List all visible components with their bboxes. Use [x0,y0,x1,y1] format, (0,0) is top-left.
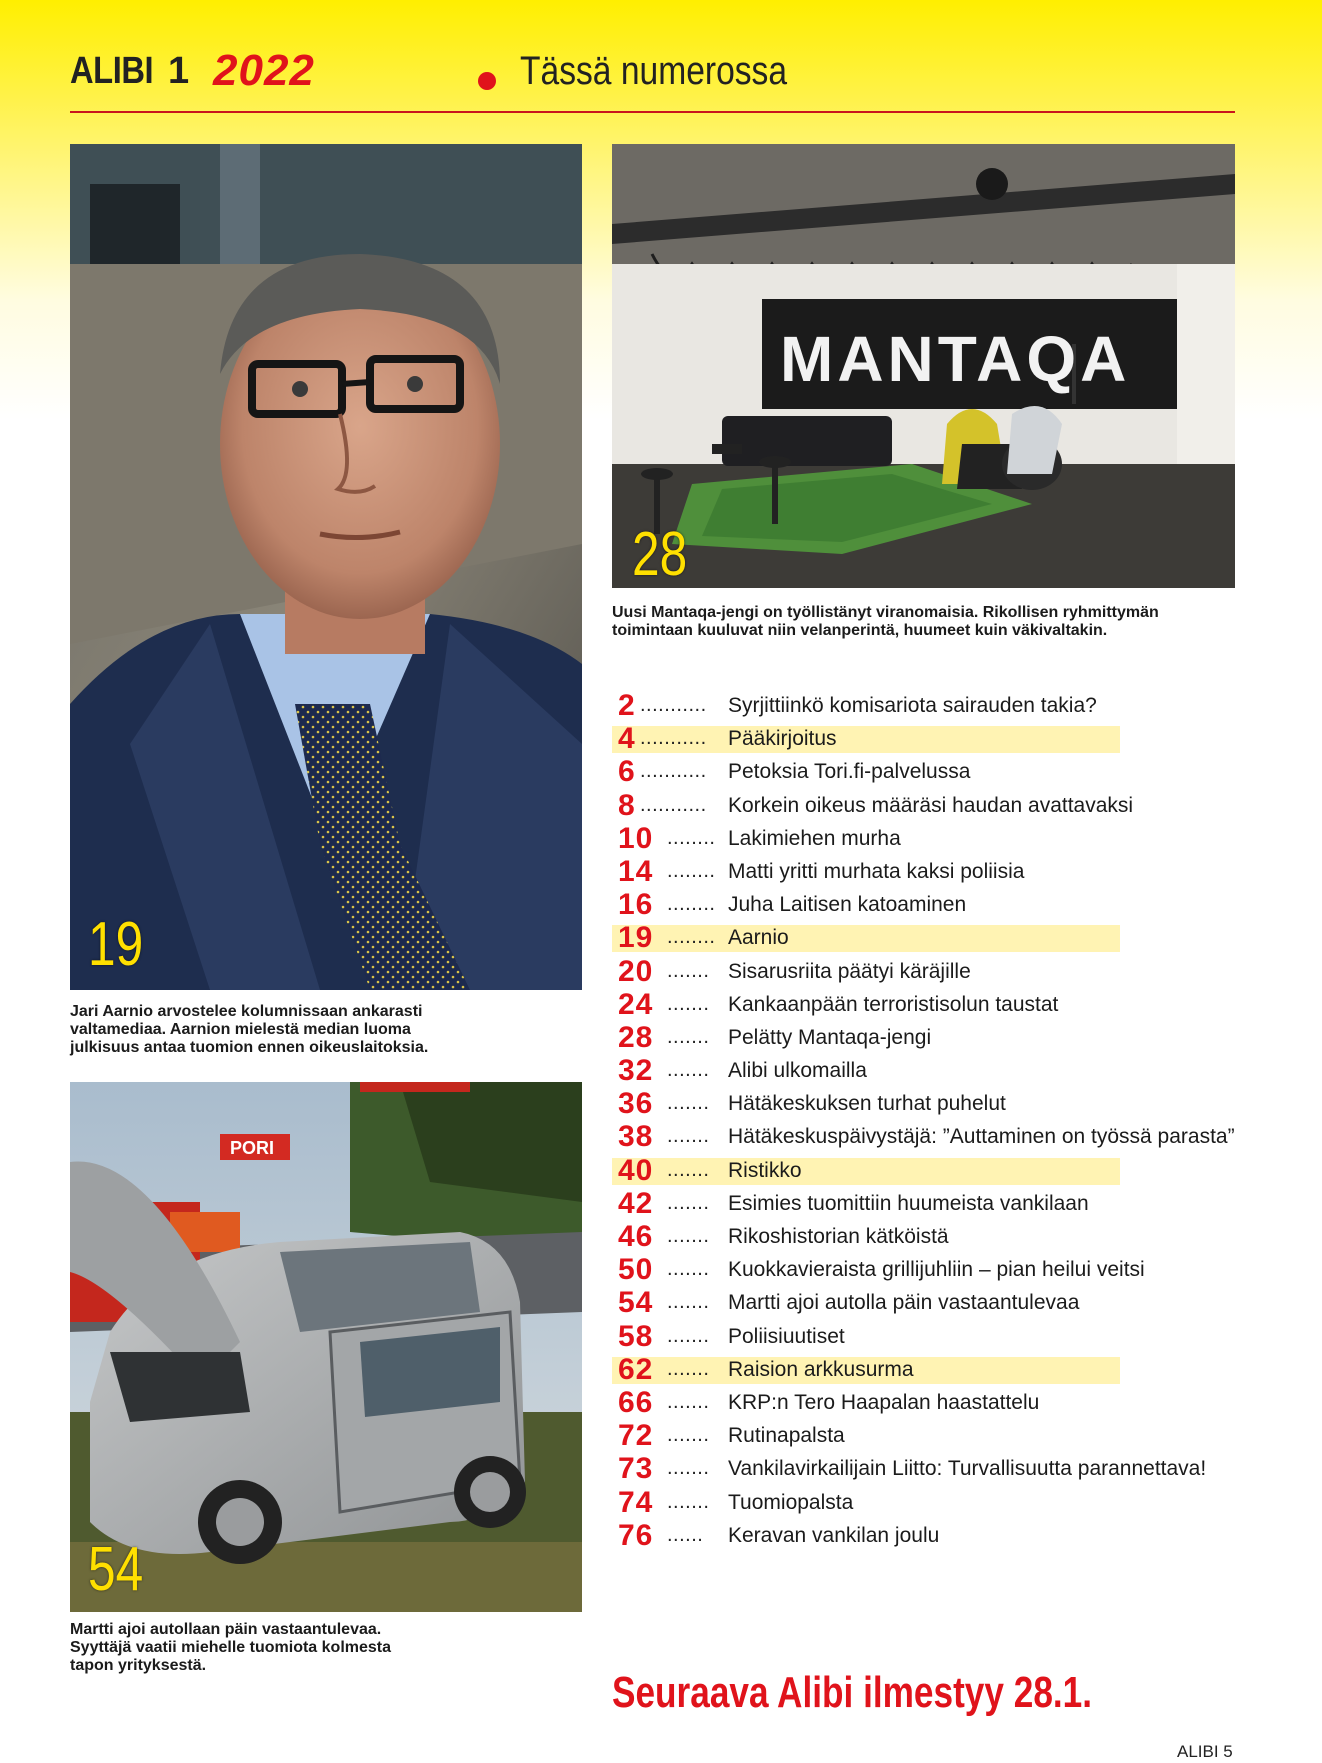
toc-title: Lakimiehen murha [728,826,901,850]
toc-entry[interactable] [618,823,1283,856]
crash-photo [70,1082,582,1612]
toc-entry[interactable] [618,756,1283,789]
toc-entry[interactable] [618,889,1283,922]
toc-page-number: 16 [618,888,654,922]
toc-title: Alibi ulkomailla [728,1059,867,1083]
toc-title: Kankaanpään terroristisolun taustat [728,992,1059,1016]
toc-entry[interactable] [618,1520,1283,1553]
toc-title: Kuokkavieraista grillijuhliin – pian heilui veitsi [728,1258,1145,1282]
toc-entry[interactable] [618,1321,1283,1354]
toc-leader-dots: ....... [667,1025,710,1048]
toc-page-number: 62 [618,1352,654,1386]
brand-name: ALIBI [70,50,154,92]
toc-entry[interactable] [618,1188,1283,1221]
toc-entry[interactable] [618,1155,1283,1188]
toc-leader-dots: ....... [667,1059,710,1082]
toc-entry[interactable] [618,790,1283,823]
toc-title: Martti ajoi autolla päin vastaantulevaa [728,1291,1080,1315]
toc-page-number: 66 [618,1385,654,1419]
toc-page-number: 73 [618,1452,654,1486]
toc-page-number: 46 [618,1220,654,1253]
mantaqa-banner-text: MANTAQA [780,323,1131,395]
toc-entry[interactable] [618,1354,1283,1387]
toc-page-number: 72 [618,1419,654,1453]
toc-page-number: 32 [618,1054,654,1088]
page-title: Tässä numerossa [520,49,788,93]
toc-page-number: 74 [618,1485,654,1519]
toc-leader-dots: ....... [667,1424,710,1447]
toc-title: KRP:n Tero Haapalan haastattelu [728,1390,1040,1414]
bullet-icon [478,72,496,90]
toc-leader-dots: ....... [667,1092,710,1115]
toc-entry[interactable] [618,922,1283,955]
toc-leader-dots: ...... [667,1523,704,1546]
caption-line: Jari Aarnio arvostelee kolumnissaan ankarasti [70,1003,423,1020]
toc-leader-dots: ....... [667,1357,710,1380]
pori-sign-text: PORI [230,1138,275,1158]
issue-number: 1 [168,50,190,92]
toc-title: Hätäkeskuspäivystäjä: ”Auttaminen on työssä parasta” [728,1125,1235,1149]
masthead [70,46,1235,112]
toc-page-number: 28 [618,1020,654,1054]
mantaqa-photo [612,144,1235,588]
toc-leader-dots: ....... [667,1324,710,1347]
toc-leader-dots: ....... [667,1390,710,1413]
toc-leader-dots: ........... [640,727,707,750]
toc-title: Ristikko [728,1158,802,1182]
caption-line: valtamediaa. Aarnion mielestä median luoma [70,1021,411,1038]
toc-page-number: 58 [618,1319,654,1353]
caption-line: toimintaan kuuluvat niin velanperintä, huumeet kuin väkivaltakin. [612,622,1108,639]
toc-entry[interactable] [618,1088,1283,1121]
toc-entry[interactable] [618,690,1283,723]
toc-title: Vankilavirkailijain Liitto: Turvallisuutta parannettava! [728,1457,1207,1481]
mantaqa-page-number: 28 [632,520,688,588]
toc-leader-dots: ....... [667,1291,710,1314]
next-issue-notice: Seuraava Alibi ilmestyy 28.1. [612,1668,1093,1717]
toc-title: Tuomiopalsta [728,1490,854,1514]
toc-leader-dots: ....... [667,1457,710,1480]
toc-leader-dots: ....... [667,1191,710,1214]
toc-leader-dots: ....... [667,1490,710,1513]
toc-entry[interactable] [618,856,1283,889]
toc-leader-dots: ........ [667,926,716,949]
toc-title: Sisarusriita päätyi käräjille [728,959,971,983]
toc-leader-dots: ........ [667,893,716,916]
toc-entry[interactable] [618,1387,1283,1420]
toc-entry[interactable] [618,956,1283,989]
toc-entry[interactable] [618,1022,1283,1055]
toc-page-number: 4 [618,722,636,756]
toc-title: Hätäkeskuksen turhat puhelut [728,1092,1006,1116]
toc-entry[interactable] [618,1121,1283,1154]
header-rule [70,111,1235,113]
caption-line: Uusi Mantaqa-jengi on työllistänyt viranomaisia. Rikollisen ryhmittymän [612,604,1159,621]
crash-caption [70,1621,391,1675]
toc-leader-dots: ........ [667,859,716,882]
crash-page-number: 54 [88,1535,144,1604]
toc-title: Korkein oikeus määräsi haudan avattavaksi [728,793,1134,817]
toc-entry[interactable] [618,1254,1283,1287]
toc-title: Juha Laitisen katoaminen [728,893,967,917]
issue-year: 2022 [213,46,315,95]
toc-page-number: 76 [618,1518,654,1552]
page-footer: ALIBI 5 [1177,1742,1233,1761]
toc-leader-dots: ....... [667,959,710,982]
mantaqa-caption [612,604,1159,640]
caption-line: Martti ajoi autollaan päin vastaantulevaa. [70,1621,382,1638]
toc-page-number: 19 [618,921,654,955]
toc-page-number: 10 [618,821,654,855]
toc-title: Keravan vankilan joulu [728,1523,940,1547]
toc-title: Raision arkkusurma [728,1357,914,1381]
toc-entry[interactable] [618,1420,1283,1453]
toc-leader-dots: ....... [667,1125,710,1148]
toc-entry[interactable] [618,1221,1283,1254]
toc-title: Syrjittiinkö komisariota sairauden takia? [728,694,1097,717]
toc-entry[interactable] [618,1487,1283,1520]
toc-leader-dots: ........... [640,760,707,783]
toc-page-number: 42 [618,1186,654,1220]
toc-leader-dots: ....... [667,992,710,1015]
toc-entry[interactable] [618,1287,1283,1320]
toc-title: Rikoshistorian kätköistä [728,1225,949,1248]
toc-page-number: 40 [618,1153,654,1187]
caption-line: tapon yrityksestä. [70,1657,207,1674]
toc-page-number: 20 [618,954,654,988]
toc-title: Pelätty Mantaqa-jengi [728,1025,932,1049]
toc-page-number: 50 [618,1253,654,1287]
aarnio-page-number: 19 [88,910,144,979]
toc-page-number: 54 [618,1286,654,1320]
toc-page-number: 14 [618,854,654,888]
toc-leader-dots: ........... [640,793,707,816]
toc-page-number: 2 [618,689,636,722]
toc-title: Petoksia Tori.fi-palvelussa [728,760,971,784]
toc-entry[interactable] [618,989,1283,1022]
toc-title: Poliisiuutiset [728,1324,845,1348]
toc-leader-dots: ....... [667,1258,710,1281]
toc-leader-dots: ....... [667,1158,710,1181]
toc-title: Pääkirjoitus [728,727,837,751]
toc-page-number: 8 [618,788,636,822]
toc-leader-dots: ........ [667,826,716,849]
toc-entry[interactable] [618,1453,1283,1486]
toc-page-number: 6 [618,755,636,789]
toc-page-number: 38 [618,1120,654,1154]
aarnio-caption [70,1003,428,1057]
toc-title: Esimies tuomittiin huumeista vankilaan [728,1191,1089,1215]
toc-leader-dots: ....... [667,1225,710,1247]
caption-line: julkisuus antaa tuomion ennen oikeuslaitoksia. [70,1039,429,1056]
toc-entry[interactable] [618,1055,1283,1088]
toc-title: Aarnio [728,926,789,950]
toc-page-number: 24 [618,987,654,1021]
toc-entry[interactable] [618,723,1283,756]
toc-title: Matti yritti murhata kaksi poliisia [728,859,1025,883]
caption-line: Syyttäjä vaatii miehelle tuomiota kolmesta [70,1639,392,1656]
table-of-contents [618,690,1283,1553]
toc-title: Rutinapalsta [728,1424,845,1448]
aarnio-photo [70,144,582,990]
toc-page-number: 36 [618,1087,654,1121]
toc-leader-dots: ........... [640,694,707,716]
